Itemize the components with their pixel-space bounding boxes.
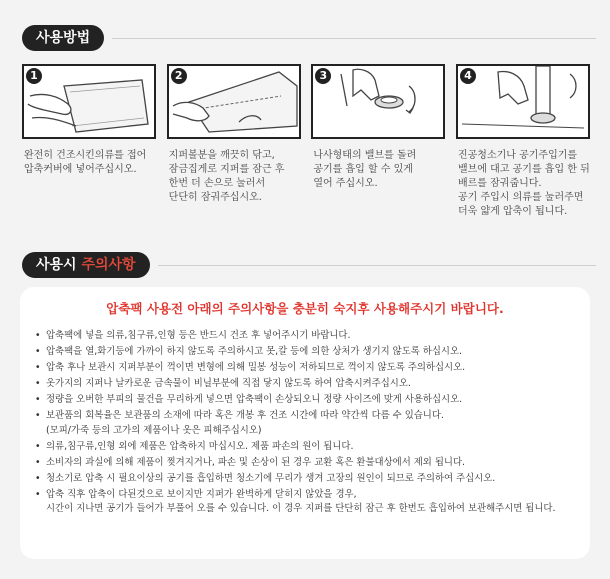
step-4-line: 더욱 얇게 압축이 됩니다. [457,206,568,217]
step-2 [167,64,301,219]
caution-title [22,252,150,278]
caution-item: • 압축팩을 열,화기등에 가까이 하지 않도록 주의하시고 못,칼 등에 의한 상처가 생기지 않도록 하십시오. [34,345,576,360]
caution-item: • 의류,침구류,인형 외에 제품은 압축하지 마십시오. 제품 파손의 원이 됩니다. [34,440,576,455]
caution-item: • 옷가지의 지퍼나 날카로운 금속물이 비닐부분에 직접 닿지 않도록 하여 압축시켜주십시오. [34,377,576,392]
step-4-line: 공기 주입시 의류를 눌러주면 [457,192,584,203]
step-2-line: 지퍼볼분을 깨끗히 닦고, [168,150,275,161]
step-4 [456,64,590,219]
caution-box [20,287,590,559]
step-3-number: 3 [315,68,331,84]
caution-item: • 소비자의 과실에 의해 제품이 찢겨지거나, 파손 및 손상이 된 경우 교환 혹은 환불대상에서 제외 됩니다. [34,456,576,471]
caution-item: • 정량을 오버한 부피의 물건을 무리하게 넣으면 압축팩이 손상되오니 정량 사이즈에 맞게 사용하십시오. [34,393,576,408]
caution-item-subtext: 시간이 지나면 공기가 들어가 부풀어 오를 수 있습니다. 이 경우 지퍼를 단단히 잠근 후 한번도 흡입하여 보관해주시면 됩니다. [46,503,556,514]
step-4-line: 밸브에 대고 공기를 흡입 한 뒤 [457,164,590,175]
caution-item: • 압축팩에 넣을 의류,침구류,인형 등은 반드시 건조 후 넣어주시기 바랍니다. [34,329,576,344]
steps-row [22,64,590,219]
step-2-description [167,149,301,205]
caution-header [22,252,610,278]
step-4-line: 배르를 잠궈줍니다. [457,178,542,189]
folding-clothes-icon [24,66,154,137]
step-1-number: 1 [26,68,42,84]
step-1-illustration [22,64,156,139]
caution-item [34,409,576,438]
caution-item: • 청소기로 압축 시 필요이상의 공기를 흡입하면 청소기에 무리가 생겨 고장의 원인이 되므로 주의하여 주십시오. [34,472,576,487]
step-3-description [311,149,445,191]
caution-item-text: 압축 직후 압축이 다된것으로 보이지만 지퍼가 완벽하게 닫히지 않았을 경우, [46,488,357,500]
header-divider [112,38,596,39]
caution-title-prefix: 사용시 [36,257,82,273]
step-3-line: 공기를 흡입 할 수 있게 [313,164,413,175]
step-2-line: 잠금집게로 지퍼를 잠근 후 [168,164,285,175]
caution-item-subtext: (모피/가죽 등의 고가의 제품이나 옷은 피해주십시오) [46,424,262,436]
step-1 [22,64,156,219]
zipper-close-icon [169,66,299,137]
caution-item [34,488,576,517]
caution-item: • 압축 후나 보관시 지퍼부분이 꺽이면 변형에 의해 밀봉 성능이 저하되므로 꺽이지 않도록 주의하십시오. [34,361,576,376]
step-3-illustration [311,64,445,139]
step-1-line: 완전히 건조시킨의류를 접어 [24,150,147,161]
valve-turn-icon [313,66,443,137]
caution-item-text: 보관품의 회복율은 보관품의 소재에 따라 혹은 개봉 후 건조 시간에 따라 약간씩 다름 수 있습니다. [46,410,444,421]
step-4-illustration [456,64,590,139]
step-2-illustration [167,64,301,139]
vacuum-nozzle-icon [458,66,588,137]
caution-title-accent: 주의사항 [81,257,136,273]
header-divider [158,265,596,266]
step-1-description [22,149,156,177]
step-2-line: 한번 더 손으로 눌러서 [168,178,266,189]
step-3-line: 열어 주십시오. [313,178,378,189]
step-2-number: 2 [171,68,187,84]
how-to-use-title: 사용방법 [22,25,104,51]
step-1-line: 압축커버에 넣어주십시오. [24,164,137,175]
step-2-line: 단단히 잠궈주십시오. [168,192,262,203]
caution-list [34,329,576,517]
how-to-use-header [22,25,610,51]
step-4-line: 진공청소기나 공기주입기를 [457,150,578,161]
step-4-description [456,149,590,219]
caution-box-title: 압축팩 사용전 아래의 주의사항을 충분히 숙지후 사용해주시기 바랍니다. [106,301,504,316]
step-4-number: 4 [460,68,476,84]
step-3-line: 나사형태의 밸브를 돌려 [313,150,417,161]
step-3 [311,64,445,219]
